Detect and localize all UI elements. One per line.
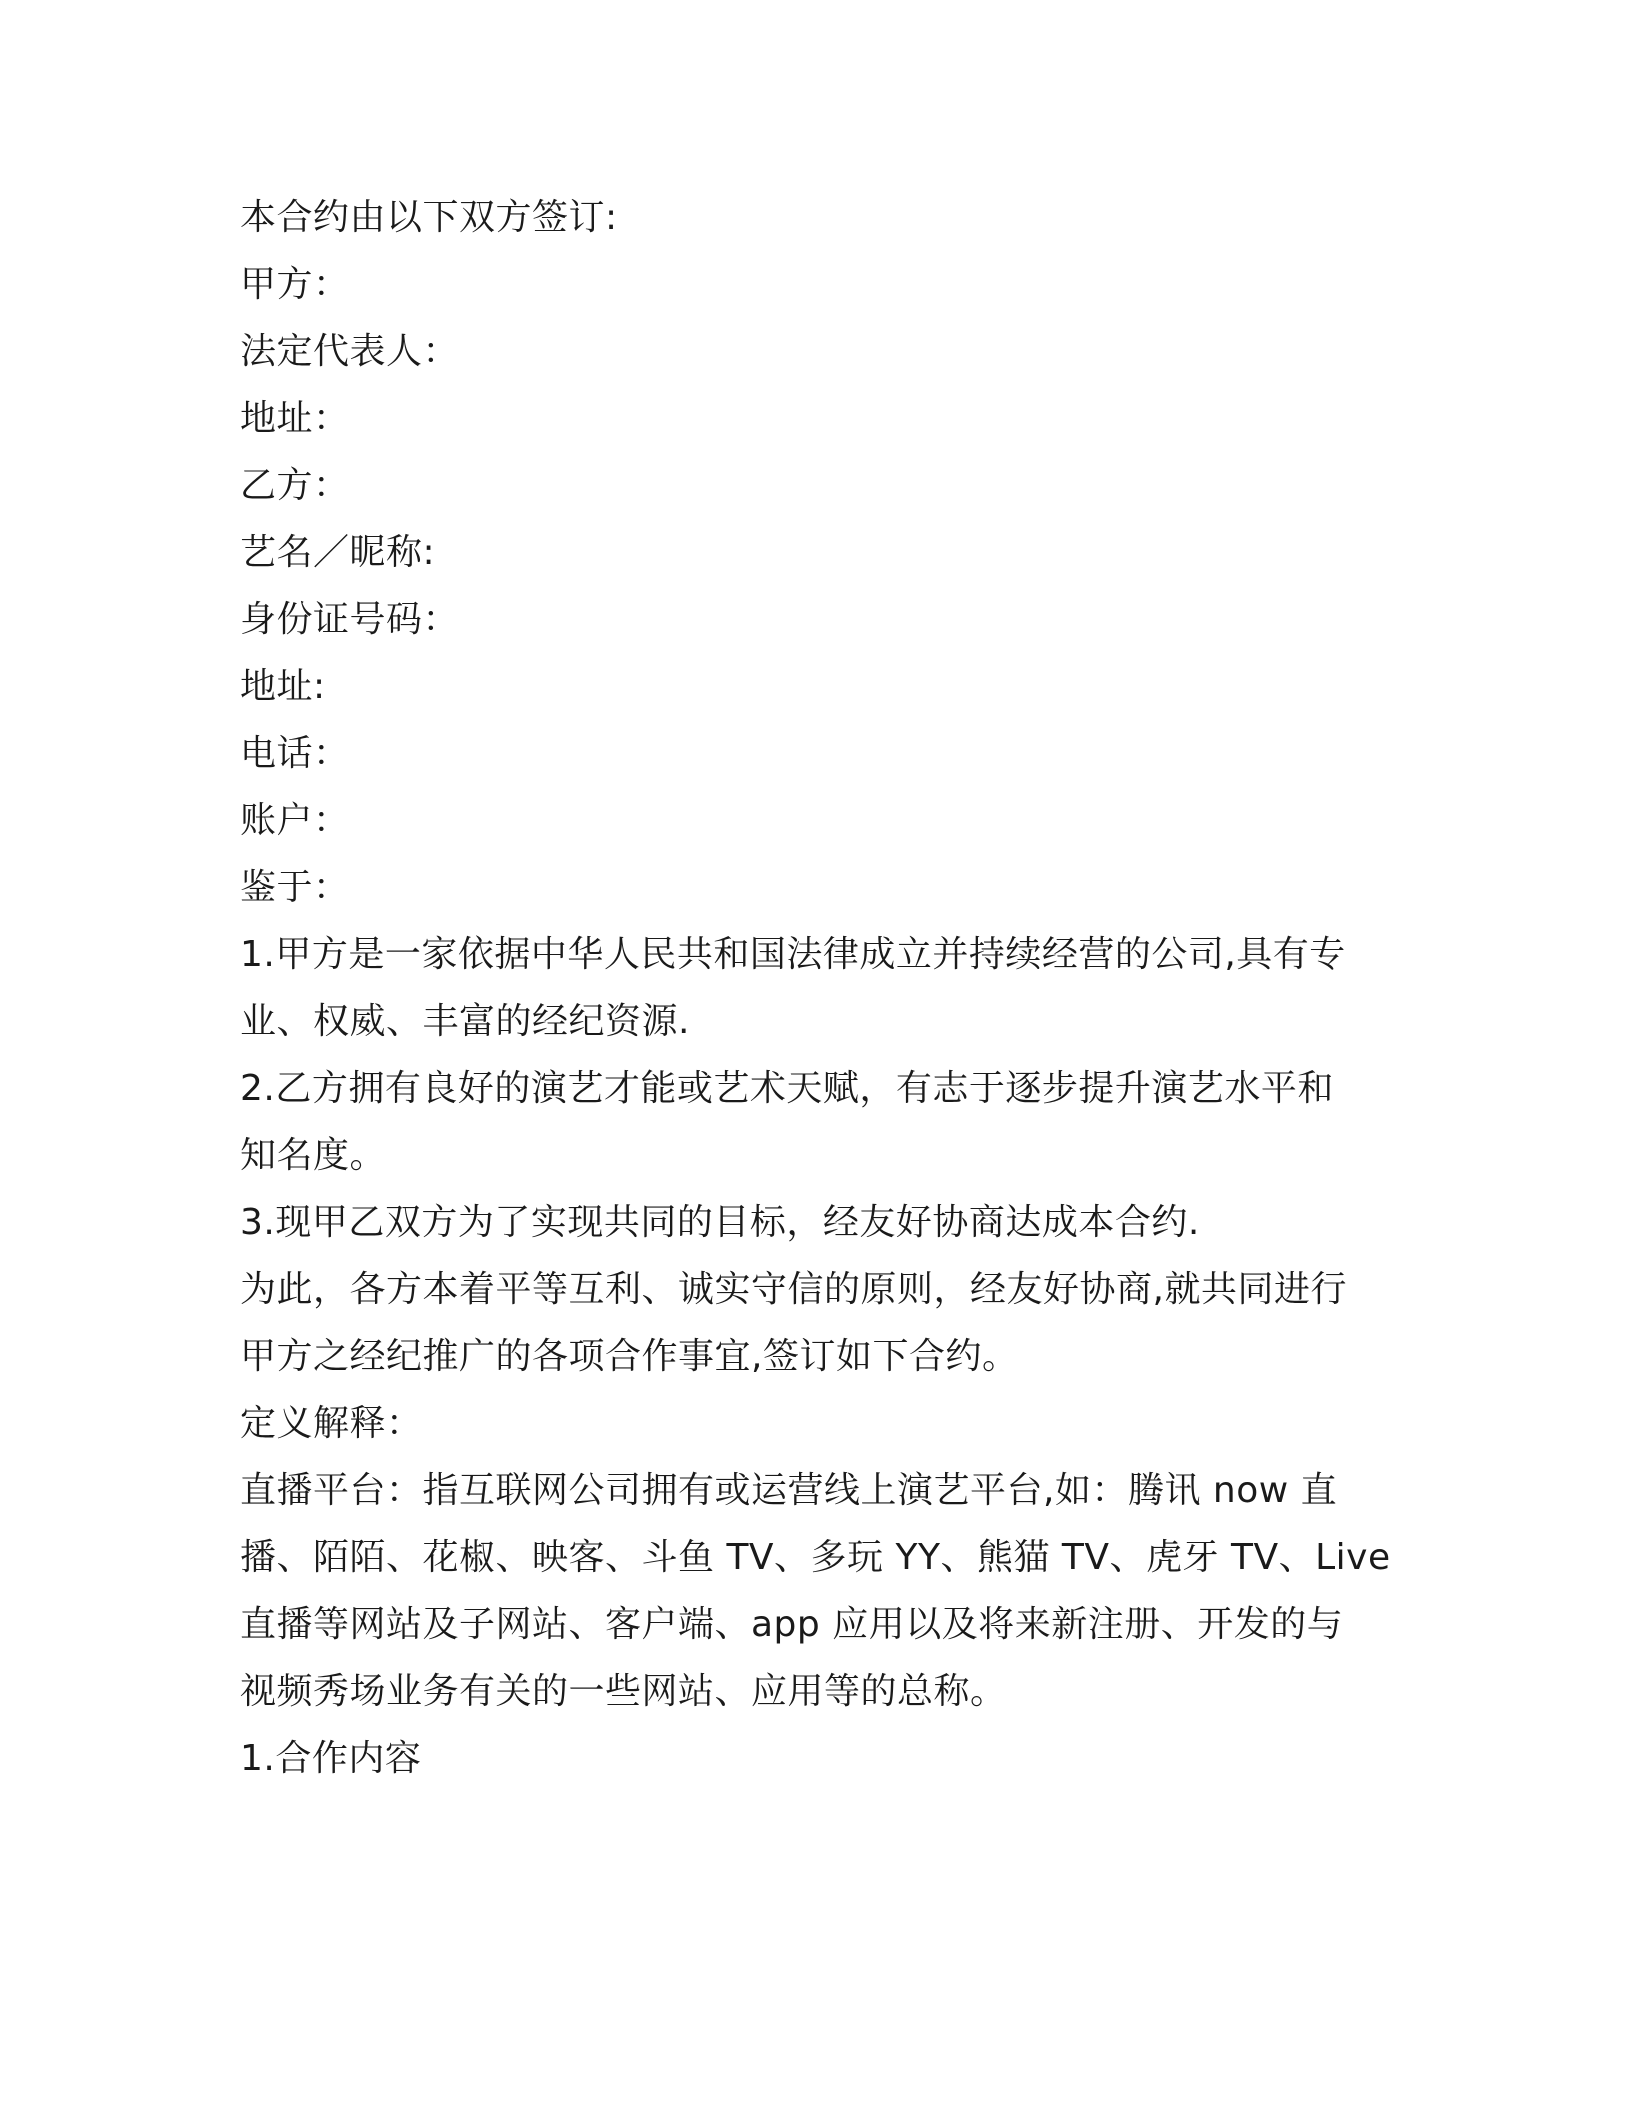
party-b-address-field: 地址: [240,666,326,707]
definitions-heading: 定义解释： [240,1403,423,1444]
contract-intro-line: 本合约由以下双方签订: [240,197,618,238]
live-platform-definition-line-4: 视频秀场业务有关的一些网站、应用等的总称。 [240,1671,1007,1712]
agreement-statement-line-2: 甲方之经纪推广的各项合作事宜,签订如下合约。 [240,1336,1019,1377]
stage-name-field: 艺名／昵称: [240,532,436,573]
section-1-heading: 1.合作内容 [240,1738,422,1779]
live-platform-definition-line-1: 直播平台：指互联网公司拥有或运营线上演艺平台,如：腾讯 now 直 [240,1470,1338,1511]
whereas-heading: 鉴于： [240,867,350,908]
party-a-field: 甲方： [240,264,350,305]
account-field: 账户： [240,800,350,841]
live-platform-definition-line-3: 直播等网站及子网站、客户端、app 应用以及将来新注册、开发的与 [240,1604,1344,1645]
party-b-field: 乙方： [240,465,350,506]
recital-1-line-1: 1.甲方是一家依据中华人民共和国法律成立并持续经营的公司,具有专 [240,934,1346,975]
party-a-address-field: 地址： [240,398,350,439]
live-platform-definition-line-2: 播、陌陌、花椒、映客、斗鱼 TV、多玩 YY、熊猫 TV、虎牙 TV、Live [240,1537,1391,1578]
phone-field: 电话： [240,733,350,774]
id-number-field: 身份证号码： [240,599,460,640]
recital-2-line-2: 知名度。 [240,1135,387,1176]
legal-representative-field: 法定代表人： [240,331,460,372]
recital-3-line: 3.现甲乙双方为了实现共同的目标，经友好协商达成本合约. [240,1202,1200,1243]
document-body [240,184,1410,1792]
recital-1-line-2: 业、权威、丰富的经纪资源. [240,1001,690,1042]
recital-2-line-1: 2.乙方拥有良好的演艺才能或艺术天赋，有志于逐步提升演艺水平和 [240,1068,1334,1109]
agreement-statement-line-1: 为此，各方本着平等互利、诚实守信的原则，经友好协商,就共同进行 [240,1269,1347,1310]
